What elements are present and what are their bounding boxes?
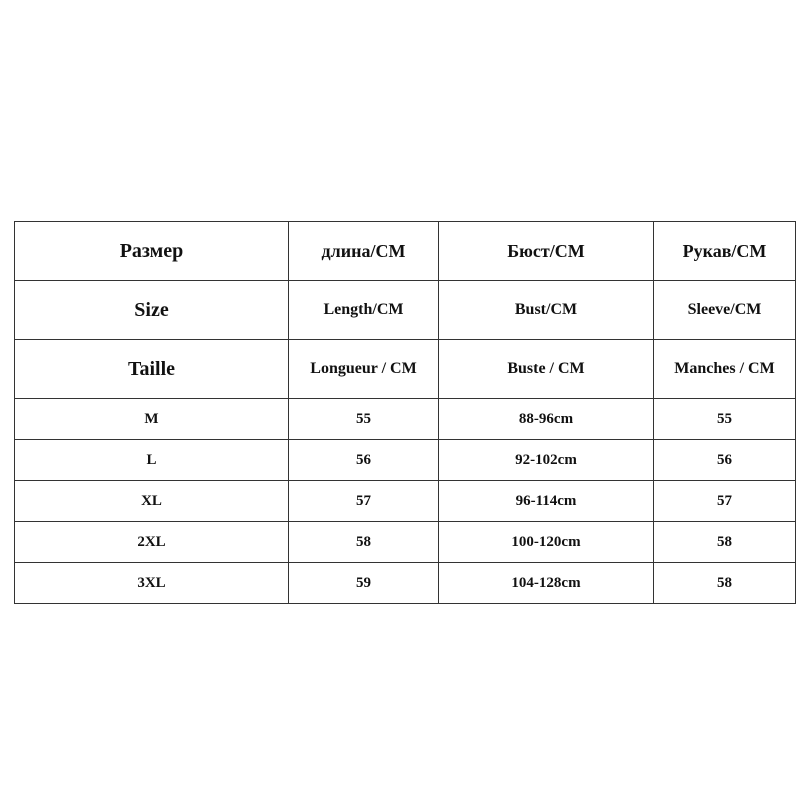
header-sleeve-ru: Рукав/CM	[654, 222, 796, 281]
sleeve-cell: 58	[654, 563, 796, 604]
length-cell: 55	[289, 399, 439, 440]
table-row	[15, 481, 796, 522]
bust-cell: 96-114cm	[439, 481, 654, 522]
table-row	[15, 563, 796, 604]
header-bust-ru: Бюст/CM	[439, 222, 654, 281]
header-length-ru: длина/CM	[289, 222, 439, 281]
size-cell: L	[15, 440, 289, 481]
header-sleeve-en: Sleeve/CM	[654, 281, 796, 340]
table-row	[15, 399, 796, 440]
bust-cell: 100-120cm	[439, 522, 654, 563]
header-row-french	[15, 340, 796, 399]
header-bust-en: Bust/CM	[439, 281, 654, 340]
header-bust-fr: Buste / CM	[439, 340, 654, 399]
length-cell: 59	[289, 563, 439, 604]
sleeve-cell: 56	[654, 440, 796, 481]
header-row-english	[15, 281, 796, 340]
length-cell: 56	[289, 440, 439, 481]
bust-cell: 104-128cm	[439, 563, 654, 604]
header-size-en: Size	[15, 281, 289, 340]
bust-cell: 88-96cm	[439, 399, 654, 440]
table-row	[15, 522, 796, 563]
header-sleeve-fr: Manches / CM	[654, 340, 796, 399]
bust-cell: 92-102cm	[439, 440, 654, 481]
size-chart-table	[14, 221, 796, 604]
sleeve-cell: 58	[654, 522, 796, 563]
header-length-fr: Longueur / CM	[289, 340, 439, 399]
header-size-fr: Taille	[15, 340, 289, 399]
size-cell: XL	[15, 481, 289, 522]
length-cell: 58	[289, 522, 439, 563]
sleeve-cell: 57	[654, 481, 796, 522]
size-cell: 2XL	[15, 522, 289, 563]
length-cell: 57	[289, 481, 439, 522]
table-row	[15, 440, 796, 481]
header-size-ru: Размер	[15, 222, 289, 281]
header-length-en: Length/CM	[289, 281, 439, 340]
size-cell: 3XL	[15, 563, 289, 604]
header-row-russian	[15, 222, 796, 281]
size-cell: M	[15, 399, 289, 440]
sleeve-cell: 55	[654, 399, 796, 440]
